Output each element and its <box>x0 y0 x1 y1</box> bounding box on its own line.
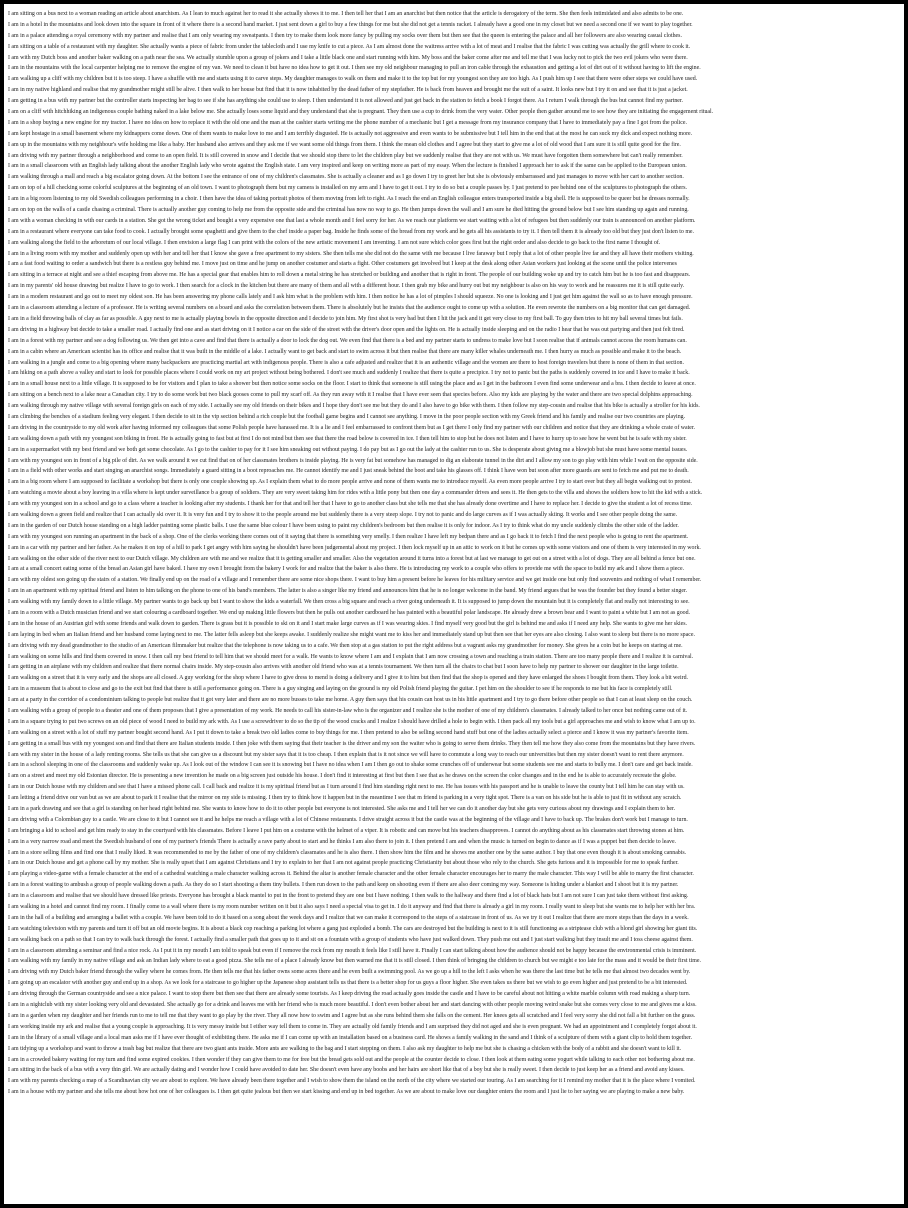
text-line: I am letting a friend drive our van but as we are about to park it I realise that the mirror on my side is missing. I then try to think how it happen but in the meantime I see that m friend is parking in a very tight spot. There is a van on his side but he is able to just fit in without any scratch. <box>8 795 682 802</box>
text-line: I am a fast food waiting to order a sandwich but there is a restless guy behind me. I move just on time and he jump on another costumer and starts a fight. Other costumers get involved but I keep at the desk along other Asian workers just looking at the scene until the police intervenes <box>8 261 677 268</box>
text-line: I am in a forest with my partner and see a dog following us. We then get into a cave and find that there is actually a door to lock the dog out. We even find that there is a bed and my partner starts to undress to make love but I soon realise that if animals cannot access the room humans can. <box>8 337 687 344</box>
text-line: I am driving with my partner through a neighborhood and come to an open field. It is still covered in snow and I decide that we should stop there to let the children play but we suddenly realise that they are not with us. We must have forgotten them somewhere but can't really remember. <box>8 152 683 159</box>
text-line: I am in a shop buying a new engine for my tractor. I have no idea on how to replace it with the old one and the man at the cashier starts writing me the phone number of a mechanic but I get a message from my insurance company that I have to immediately pay a fine I got from the police. <box>8 119 688 126</box>
dream-log-lines <box>8 9 900 1098</box>
text-line: I am in a supermarket with my best friend and we both get some chocolate. As I go to the cashier to pay for it I see him sneaking out without paying. I do pay but as I go out the lady at the cashier run to us. She is desperate about giving me a blowjob but she must have some mental issues. <box>8 446 688 453</box>
text-line: I am walking with my family in my native village and ask an Indian lady where to eat a good pizza. She tells me of a place I already know but then warned me that it is still closed. I then think of bringing the children to church but we might e too late for the mass and it would be their first time. <box>8 958 701 965</box>
text-line: I am walking down a green field and realize that I can actually ski over it. It is very fun and I try to show it to the people around me but suddenly there is a very steep slope. I try not to panic and do large curves as if I was actually skiing. It works and I see other people doing the same. <box>8 511 678 518</box>
text-line: I am tidying up a workshop and want to throw a trash bag but realize that there are two giant ants inside. More ants are walking to the bag and I start stepping on them. I also ask my daughter to help me but she is chasing a chicken with the body of a rabbit and she doesn't want to kill it. <box>8 1045 682 1052</box>
text-line: I am in a nightclub with my sister looking very old and devastated. She actually go for a drink and leaves me with her friend who is much more beautiful. I don't even bother about her and start dancing with other people moving weird snake but she comes very close to me and gives me a kiss. <box>8 1002 697 1009</box>
document-page <box>4 4 904 1204</box>
text-line: I am on top of a hill checking some colorful sculptures at the beginning of an old town. I want to photograph them but my camera is installed on my arm and I have to get it out. I try to do so but a couple passes by. I just pretend to pee behind one of the sculptures to photograph the others. <box>8 185 688 192</box>
text-line: I am laying in bed when an Italian friend and her husband come laying next to me. The latter fells asleep but she keeps awake. I suddenly realize she might want me to kiss her and immediately stand up but then see that her eyes are also closing. I also want to sleep but there is no more space. <box>8 631 695 638</box>
text-line: I am with my parents checking a map of a Scandinavian city we are about to explore. We have already been there together and I wish to show them the island on the north of the city where we started our touring. As I am searching for it I remind my mother that it is the place where I vomited. <box>8 1078 696 1085</box>
text-line: I am in a park drawing and see that a girl is standing on her head right behind me. She wants to know how to do it to other people but everyone is not interested. She asks me and I tell her we can do it another day but she gets very curious about my drawings and I explain them to her. <box>8 806 676 813</box>
text-line: I am in a classroom attending a lecture of a professor. He is writing several numbers on a board and asks the correlation between them. There is absolutely but he insists that the audience ought to come up with a solution. He even rewrote the numbers on a big monitor that can get damaged. <box>8 305 691 312</box>
text-line: I am with a woman checking in with our cards in a station. She got the wrong ticket and bought a very expensive one that last a whole month and I feel sorry for her. As we reach our platform we start waiting with a lot of refugees but then suddenly our train is announced on another platform. <box>8 217 696 224</box>
text-line: I am in a modern restaurant and go out to meet my oldest son. He has been answering my phone calls lately and I ask him what is the problem with him. I then notice he has a lot of pimples I should squeeze. No one is looking and I just get him against the wall so as to have enough pressure. <box>8 294 693 301</box>
text-line: I am in a car with my partner and her father. As he makes it on top of a hill to park I get angry with him saying he shouldn't have been judgemental about my project. I then lock myself up in an attic to work on it but he comes up with some visitors and one of them is very interested in my work. <box>8 544 701 551</box>
text-line: I am getting in a small bus with my youngest son and find that there are Italian students inside. I then joke with them saying that their teacher is the driver and my son the waiter who is going to serve them drinks. They then tell me how they also come from the mountains but they have rivers. <box>8 740 696 747</box>
text-line: I am in a very narrow road and meet the Swedish husband of one of my partner's friends There is actually a rave party about to start and he thinks I am also there to join it. I then pretend I am and when the music is turned on begin to dance as if I was a puppet but then decide to leave. <box>8 838 677 845</box>
text-line: I am in the hall of a building and arranging a ballet with a couple. We have been told to do it based on a song about the week days and I realize that we can make it correspond to the steps of a staircase in front of us. As we try it out I realize that there are more steps than the days in a week. <box>8 914 689 921</box>
text-line: I am with my youngest son in front of a big pile of dirt. As we walk around it we cut find that on of her classmates brothers is inside playing. He is very fat but somehow has managed to dig an elaborate tunnel in the dirt and I allow my son to go play with him while I wait on the opposite side. <box>8 457 698 464</box>
text-line: I am in the library of a small village and a local man asks me if I have ever thought of exhibiting there. He asks me if I can come up with an installation based on a business card. He shows a family walking in the sand and I think of a sculpture of them with a giant clip to hold them together. <box>8 1034 692 1041</box>
text-line: I am in a palace attending a royal ceremony with my partner and realise that I am only wearing my sweatpants. I then try to make them look more fancy by pulling my socks over them but then see that the queen is entering the palace and all her followers are also wearing casual clothes. <box>8 32 682 39</box>
text-line: I am in my native highland and realise that my grandmother might still be alive. I then walk to her house but find that it is now inhabited by the dead father of my stepfather. He is back from heaven and brought me the suit of a saint. It looks new but I try it on and see that it is just a jacket. <box>8 87 688 94</box>
text-line: I am with my oldest son going up the stairs of a station. We finally end up on the road of a village and I remember there are some nice shops there. I want to buy him a present before he leaves for his military service and we get inside one but only find souvenirs and nothing of what I remember. <box>8 577 702 584</box>
text-line: I am with my youngest son in a school and go to a class where a teacher is looking after my students. I thank her for that and tell her that I have to go to another class but she tells me that she has already done overtime and I have to replace her. I decide to give the student a lot of recess time. <box>8 501 693 508</box>
text-line: I am getting in a bus with my partner but the controller starts inspecting her bag to see if she has anything she could use to sleep. I then understand it is not allowed and just get back in the station to fetch a book I forgot there. As I return I walk through the bus but cannot find my partner. <box>8 98 684 105</box>
text-line: I am getting in an airplane with my children and realize that there normal chairs inside. My step-cousin also arrives with another old friend who was at a tennis tournament. We then turn all the chairs to chat but I soon have to help my partner to shower our daughter in the large toilette. <box>8 664 679 671</box>
text-line: I am with my Dutch boss and another baker walking on a path near the sea. We actually stumble upon a group of jokers and I take a little black one and start running with him. My boss and the baker come after me and tell me that I was lucky not to pick the two evil jokers who were there. <box>8 54 688 61</box>
text-line: I am playing a video-game with a female character at the end of a cathedral watching a male character walking across it. Behind the altar is another female character and the other female character encourages her to marry the male character. This way I will be able to marry the first character. <box>8 871 694 878</box>
text-line: I am driving with my dead grandmother to the studio of an American filmmaker but realize that the telephone is now taking us to a cafe. We then stop at a gas station to put the right address but a vagrant asks my grandmother for money. She gives he a coin but he keeps on staring at me. <box>8 642 683 649</box>
text-line: I am in the house of an Austrian girl with some friends and walk down to garden. There is grass but it is possible to ski on it and I start make large curves as if I was wearing skies. I find myself very good but the girl is behind me and asks if I need any help. She wants to give me her skies. <box>8 620 688 627</box>
text-line: I am watching a movie about a boy leaving in a villa where is kept under surveillance b a group of soldiers. They are very sweet taking him for rides with a little pony but then one day a commander drives and sees it. He then gets to the villa and shows the soldiers how to hit the kid with a stick. <box>8 490 703 497</box>
text-line: I am walking along the field to the arboretum of our local village. I then envision a large flag I can print with the colors of the new artistic movement I am inventing. I am not sure which color goes first but the right order and also decide to go back to the first name I thought of. <box>8 239 661 246</box>
text-line: I am in our Dutch house and get a phone call by my mother. She is really upset that I am against Christians and I try to explain to her that I am not against people practicing Christianity but about those who rely to the church. She gets furious and it is impossible for me to speak further. <box>8 860 679 867</box>
text-line: I am walking through a mall and reach a big escalator going down. At the bottom I see the entrance of one of my children's classmates. She is actually a cleaner and as I go down I try to greet her but she is obviously embarrassed and just manages to move with her cart to another section. <box>8 174 684 181</box>
text-line: I am hiking on a path above a valley and start to look for possible places where I could work on my art project without being bothered. I don't see much and suddenly I realize that there is quite a precipice. I try not to panic but the paths is suddenly covered in ice and I have to make it back. <box>8 370 690 377</box>
text-line: I am walking up a cliff with my children but it is too steep. I have a shuffle with me and starts using it to carve steps. My daughter manages to walk on them and make it to the top but for my youngest son they are too high. As I push him up I see that there were other steps we could have used. <box>8 76 698 83</box>
text-line: I am in a small classroom with an English lady talking about the another English lady who wrote against the English state. I am very inspired and keep on writing more as part of my essay. When the lecture is finished I approach her to ask if the same can be applied to the European union. <box>8 163 687 170</box>
text-line: I am in a hotel in the mountains and look down into the square in front of it where there is a second hand market. I just sent down a girl to buy a few things for me but she did not get a tennis racket. I already have a good one in my closet but we need a second one if we want to play together. <box>8 21 693 28</box>
text-line: I am in an apartment with my spiritual friend and listen to him talking on the phone to one of his band's members. The latter is also a singer like my friend and announces him that he is no longer welcome in the band. My friend argues that he was the founder but they found a better singer. <box>8 588 688 595</box>
text-line: I am driving through the German countryside and see a nice palace. I want to stop there but then see that there are already some tourists. As I keep driving the road actually goes inside the castle and I have to be careful about not hitting a white marble column with road making a sharp turn. <box>8 991 691 998</box>
text-line: I am working inside my ark and realise that a young couple is approaching. It is very messy inside but I either way tell them to come in. They are actually old family friends and I am surprised they did not aged and she is even pregnant. We had an appointment and I completely forgot about it. <box>8 1023 697 1030</box>
text-line: I am in a field with other works and start singing an anarchist songs. Immediately a guard sitting in a boot reproaches me. He cannot identify me and I just sneak behind the boot and take his glasses off. I think I have won but soon after more guards are sent to fetch me and put me to death. <box>8 468 689 475</box>
text-line: I am in a small house next to a little village. It is supposed to be for visitors and I plan to take a shower but then notice some socks on the floor. I start to think that someone is still using the place and as I get in the bathroom I even find some underwear and a bra. I then decide to leave at once. <box>8 381 696 388</box>
text-line: I am walking on a street that it is very early and the shops are all closed. A guy working for the shop where I have to give dress to mend is doing a delivery and I give it to him but then find that the shop is opened and they have enlarged the shoes I bought from them. They look a bit weird. <box>8 675 688 682</box>
text-line: I am in a living room with my mother and suddenly open up with her and tell her that I know she gave a free apartment to my sisters. She then tells me she did not do the same with me because I live faraway but I reply that a lot of other people live far and they all have their mothers visiting. <box>8 250 694 257</box>
text-line: I am in the garden of our Dutch house standing on a high ladder painting some plastic balls. I use the same blue colour I have been using to paint my children's bedroom but then realise it is only for indoor. As I try to think what do my uncle suddenly climbs the other side of the ladder. <box>8 522 679 529</box>
text-line: I am bringing a kid to school and get him ready to stay in the courtyard with his classmates. Before I leave I put him on a costume with the helmet of a viper. It is robotic and can move but his teachers disapproves. I cannot do anything about as his classmates start throwing stones at him. <box>8 827 685 834</box>
text-line: I am watching television with my parents and turn it off but an old movie begins. It is about a black cop reaching a parking lot where a gang just exploded a bomb. The cars are destroyed but the building is next to it is still functioning as a striptease club with a blond girl showing her giant tits. <box>8 925 698 932</box>
text-line: I am walking on some hills and find them covered in snow. I then call my best friend to tell him that we should meet for a walk. He wants to know where I am and I explain that I am now crossing a town and reaching a train station. There are too many people there and I realize it is carnival. <box>8 653 694 660</box>
text-line: I am in a classroom and realise that we should have dressed like priests. Everyone has brought a black mantel to put in the front to pretend they are one but I have nothing. I then walk to the hallway and there find a lot of black hats but I am not sure I can just take them without first asking. <box>8 893 689 900</box>
text-line: I am sitting in a terrace at night and see a thief escaping from above me. He has a special gear that enables him to roll down a metal string he has stretched or building and another that is right in front. The people of our building woke up and try to catch him but he is too fast and disappears. <box>8 272 691 279</box>
text-line: I am sitting in the back of a bus with a very thin girl. We are actually dating and I wonder how I could have avoided to date her. She doesn't even have any boobs and her hairs are short like that of a boy but she is really sweet. I then decide to just keep her as a friend and avoid any kisses. <box>8 1067 685 1074</box>
text-line: I am kept hostage in a small basement where my kidnappers come down. One of them wants to make love to me and I am terribly disgusted. He is actually not aggressive and even wants to be submissive but I tell him in the end that at the most he can suck my dick and expect nothing more. <box>8 130 693 137</box>
text-line: I am walking in a hotel and cannot find my room. I finally come to a wall where there is my room number written on it but it also says I need a special visa to get in. I do it anyway and find that there is already a girl in my room. I really want to sleep but she wants me to help her with her bra. <box>8 904 696 911</box>
text-line: I am climbing the benches of a stadium feeling very elegant. I then decide to sit in the vip section behind a rich couple but the football game begins and I cannot see anything. I move in the poor people section with my Greek friend and his family and realise our two countries are playing. <box>8 413 686 420</box>
text-line: I am in a field throwing balls of clay as far as possible. A guy next to me is actually playing bowls in the opposite direction and I decide to join him. My first shot is very bad but then I hit the jack and it get very close to my first ball. To guy then tries to hit my ball several times but fails. <box>8 315 683 322</box>
text-line: I am sitting on a bench next to a lake near a Canadian city. I try to do some work but two black gooses come to pull my scarf off. As they run away with it I realise that I have ever seen that species before. Also my kids are playing by the water and there are two special dolphins approaching. <box>8 392 693 399</box>
text-line: I am in a square trying to put two screws on an old piece of wood I need to build my ark with. As I use a screwdriver to do so the tip of the wood cracks and I realize I should have drilled a hole to begin with. I then pack all my tools but a girl approaches me and wish to know what I am up to. <box>8 718 696 725</box>
text-line: I am driving in the countryside to my old work after having informed my colleagues that some Polish people have harassed me. It is a lie and I feel embarrassed to confront them but as I get there I only find my partner with our children and notice that they are drinking a whole crate of water. <box>8 424 696 431</box>
text-line: I am in a cabin where an American scientist has its office and realise that it was built in the middle of a lake. I actually want to get back and start to swim across it but then realise that there are many killer whales underneath me. I then hurry as much as possible and make it to the beach. <box>8 348 682 355</box>
text-line: I am in my parents' old house drawing but realize I have to go to work. I then search for a clock in the kitchen but there are many of them and all with a different hour. I then grab my bike and hurry out but my neighbour is also on his way to work and he reassures me it is still quite early. <box>8 283 685 290</box>
text-line: I am driving in a highway but decide to take a smaller road. I actually find one and as start driving on it I notice a car on the side of the street with the driver's door open and the lights on. He is actually inside sleeping and on the radio I hear that he was out partying and then just felt tired. <box>8 326 685 333</box>
text-line: I am in a garden when my daughter and her friends run to me to tell me that they want to go play by the river. They all now how to swim and I agree but as she runs behind them she falls on the cement. Her knees gets all scratched and I feel very sorry she did not fall a bit further on the grass. <box>8 1012 696 1019</box>
text-line: I am in a crowded bakery waiting for my turn and find some expired cookies. I then wonder if they can give them to me for free but the bread gets sold out and the people at the counter decide to close. I then look at them eating some yogurt while talking to each other not bothering about me. <box>8 1056 695 1063</box>
text-line: I am at a party in the corridor of a condominium talking to people but realize that it got very later and there are no more busses to take me home. A guy then says that his cousin can host us in his little apartment and I try to go there before other people so that I can at least sleep on the couch. <box>8 697 693 704</box>
text-line: I am at a small concert eating some of the bread an Asian girl have baked. I have my own I brought from the bakery I work for and realize that the baker is also there. He is introducing my work to a couple who offers to provide me with the space to build my ark and I show them a piece. <box>8 566 685 573</box>
text-line: I am walking with a group of people to a theater and one of them proposes that I give a presentation of my work. He needs to call his sister-in-law who is the organizer and I realize she is the mother of one of my children's classmates. I already talked to her once but nothing came out of it. <box>8 708 688 714</box>
text-line: I am on a cliff with hitchhiking an indigenous couple bathing naked in a lake below me. She actually loses some liquid and they understand that she is pregnant. They then use a cup to drink from the very water. Other people then gather around me to see how they are initiating the engagement ritual. <box>8 109 714 116</box>
text-line: I am in a forest waiting to ambush a group of people walking down a path. As they do so I start shooting a them tiny bullets. I then run down to the path and keep on shooting even if there are also deer coming my way. Someone is hiding under a blanket and I shoot but it is my partner. <box>8 882 679 889</box>
text-line: I am up in the mountains with my neighbour's wife holding me like a baby. Her husband also arrives and they ask me if we want some old things from them. I think the mean old clothes and I agree but they start to give me a lot of old wood that I am sure it is still quite good for the fire. <box>8 141 681 148</box>
text-line: I am in the mountains with the local carpenter helping me to remove the engine of my van. We need to clean it but have no idea how to get it out. I then see my old neighbour managing to pull an iron cable through the exhaustion and getting a lot of dirt out of it without having to lift the engine. <box>8 65 701 72</box>
text-line: I am in a store selling films and find one that I really liked. It was recommended to me by the father of one of my children's classmates and he is also there. I then show him the film and he shows me another one by the same author. I buy that one even though it is about smoking cannabis. <box>8 849 687 856</box>
text-line: I am with my youngest son running an apartment in the back of a shop. One of the clerks working there comes out of it saying that there is something very smelly. I then realize I have left my bedpan there and as I go back it to fetch I find the next people who is going to rent the apartment. <box>8 533 689 540</box>
text-line: I am in our Dutch house with my children and see that I have a missed phone call. I call back and realize it is my spiritual friend but as I turn around I find him standing right next to me. He has issues with his passport and he is unable to leave the county but I tell him he can stay with us. <box>8 784 685 791</box>
text-line: I am on a street and meet my old Estonian director. He is presenting a new invention he made on a big screen just outside his house. I don't find it interesting at first but then I see that as he draws on the screen the color changes and in the end he is able to accurately recreate the globe. <box>8 773 677 780</box>
text-line: I am driving with my Dutch baker friend through the valley where he comes from. He then tells me that his father owns some acres there and he even built a swimming pool. As we go up a hill to the left I asks when he was there the last time but he tells me that almost two decades went by. <box>8 969 691 976</box>
text-line: I am going up an escalator with another guy and end up in a shop. As we look for a staircase to go higher up the Japanese shop assistant tells us that there is a better shop for us guys a floor higher. She even takes us there but we wish to go even higher and just pretend to be a bit interested. <box>8 980 688 987</box>
text-line: I am sitting on a table of a restaurant with my daughter. She actually wants a piece of fabric from under the tablecloth and I use my knife to cut a piece. As I am almost done the waitress arrive with a lot of meat and I realise that the fabric I was cutting was actually the grill where to cook it. <box>8 43 691 50</box>
text-line: I am in a school sleeping in one of the classrooms and suddenly wake up. As I look out of the window I can see it is snowing but I have no idea when I am I then go out to shake some crunches off of underwear but some students see me and starts to bully me. I don't care and get back inside. <box>8 762 693 769</box>
text-line: I am walking in a jungle and come to a big opening where many backpackers are practicing martial art with indigenous people. There is also a cafe adjusted and realize that it is an authentic village and the women are there to host foreign travelers but there is none of them in that section. <box>8 359 684 366</box>
text-line: I am walking back on a path so that I can try to walk back through the forest. I actually find a smaller path that goes up to it and sit on a fountain with a group of students who have just walked down. They push me out and I just start walking but they insult me and I toss cheese against them. <box>8 936 693 943</box>
text-line: I am walking down a path with my youngest son biking in front. He is actually going to fast but at first I do not mind but then see that there the road below is covered in ice. I then tell him to stop but he does not listen and I have to hurry up to see how he went but he is safe with my sister. <box>8 435 687 442</box>
text-line: I am with my sister in the house of a lady renting rooms. She tells us that she can give us a discount but my sister says that it is too cheap. I then explain that is it not since we will have to commute a long way to reach our universities but then my sister doesn't want to rent there anymore. <box>8 751 684 758</box>
text-line: I am in a restaurant where everyone can take food to cook. I actually brought some spaghetti and give them to the chef inside a paper bag. Inside he finds some of the bread from my work and he gets all his assistants to try it. I then tell them it is already too old but they just don't listen to me. <box>8 228 694 235</box>
text-line: I am in a big room listening to my old Swedish colleagues performing in a choir. I then have the idea of taking portrait photos of them moving from left to right. As I reach the end an English colleague enters transported inside a big shell. He is supposed to be queer but he dresses normally. <box>8 196 690 203</box>
text-line: I am walking through my native village with several foreign girls on each of my side. I actually see my old friends on their bikes and I hope they don't see me but they do and I also have to go bike with them. I then follow my step-cousin and realise that his bike is actually a stroller for his kids. <box>8 403 700 410</box>
text-line: I am in a big room where I am supposed to facilitate a workshop but there is only one couple showing up. As I explain them what to do more people arrive and none of them wants me to introduce myself. As even more people arrive I try to start over but they all begin walking out to protest. <box>8 479 692 486</box>
text-line: I am in a house with my partner and she tells me about how hot one of her colleagues is. I then get quite jealous but then we start kissing and end up in bed together. As we are about to make love our daughter enters the room and I just lie to her saying we are playing to make a new baby. <box>8 1089 685 1096</box>
text-line: I am driving with a Colombian guy to a castle. We are close to it but I cannot see it and he helps me reach a village with a lot of Chinese restaurants. I drive straight across it but the castle was at the beginning of the village and I have to back up. The brakes don't work but I manage to turn. <box>8 816 688 823</box>
text-line: I am walking on a street with a lot of stuff my partner bought second hand. As I put it down to take a break two old ladies come to buy things for me. I then pretend to also be selling second hand stuff but one of the ladies actually select a pierce and I know it was my partner's favorite item. <box>8 729 689 736</box>
text-line: I am walking with my family down to a little village. My partner wants to go back up but I want to show the kids a waterfall. We then cross a big square and reach a river going underneath it. It is supposed to jump down the mountain but it is completely flat and really not interesting to see. <box>8 599 690 606</box>
text-line: I am walking on the other side of the river next to our Dutch village. My children are with me and we realize that it is getting smaller and smaller. Also the vegetation around it turns into a forest but at last we manage to get out on a street with a lot of dogs. They are all behind a fence but one. <box>8 555 696 562</box>
text-line: I am in a classroom attending a seminar and find a nice rock. As I put it in my mouth I am told to speak but even if I remove the rock from my mouth it feels like I still have it. Finally I can start talking about how the audience should not be happy because the environmental crisis is imminent. <box>8 947 697 954</box>
text-line: I am in a museum that is about to close and go to the exit but find that there is still a performance going on. There is a guy singing and laying on the ground is my old Polish friend playing the guitar. I pet him on the shoulder to see if he responds to me but his face is completely still. <box>8 686 673 693</box>
text-line: I am in a room with a Dutch musician friend and we start colouring a cardboard together. We end up making little flowers but then he pulls out another cardboard he has painted with a beautiful polar landscape. He already drew a brown bear and I want to paint a white but I am not as good. <box>8 609 691 616</box>
text-line: I am on top on the walls of a castle chasing a criminal. There is actually another guy coming to help me from the opposite side and the criminal has now no way to go. He then jumps down the wall and I am sure he died hitting the ground below but I see him standing up again and running. <box>8 207 689 214</box>
text-line: I am sitting on a bus next to a woman reading an article about anarchism. As I lean to much against her to read it she actually shows it to me. I then tell her that I am an anarchist but then notice that the article is derogatory of the term. She then feels intimidated and also admits to be one. <box>8 11 684 17</box>
